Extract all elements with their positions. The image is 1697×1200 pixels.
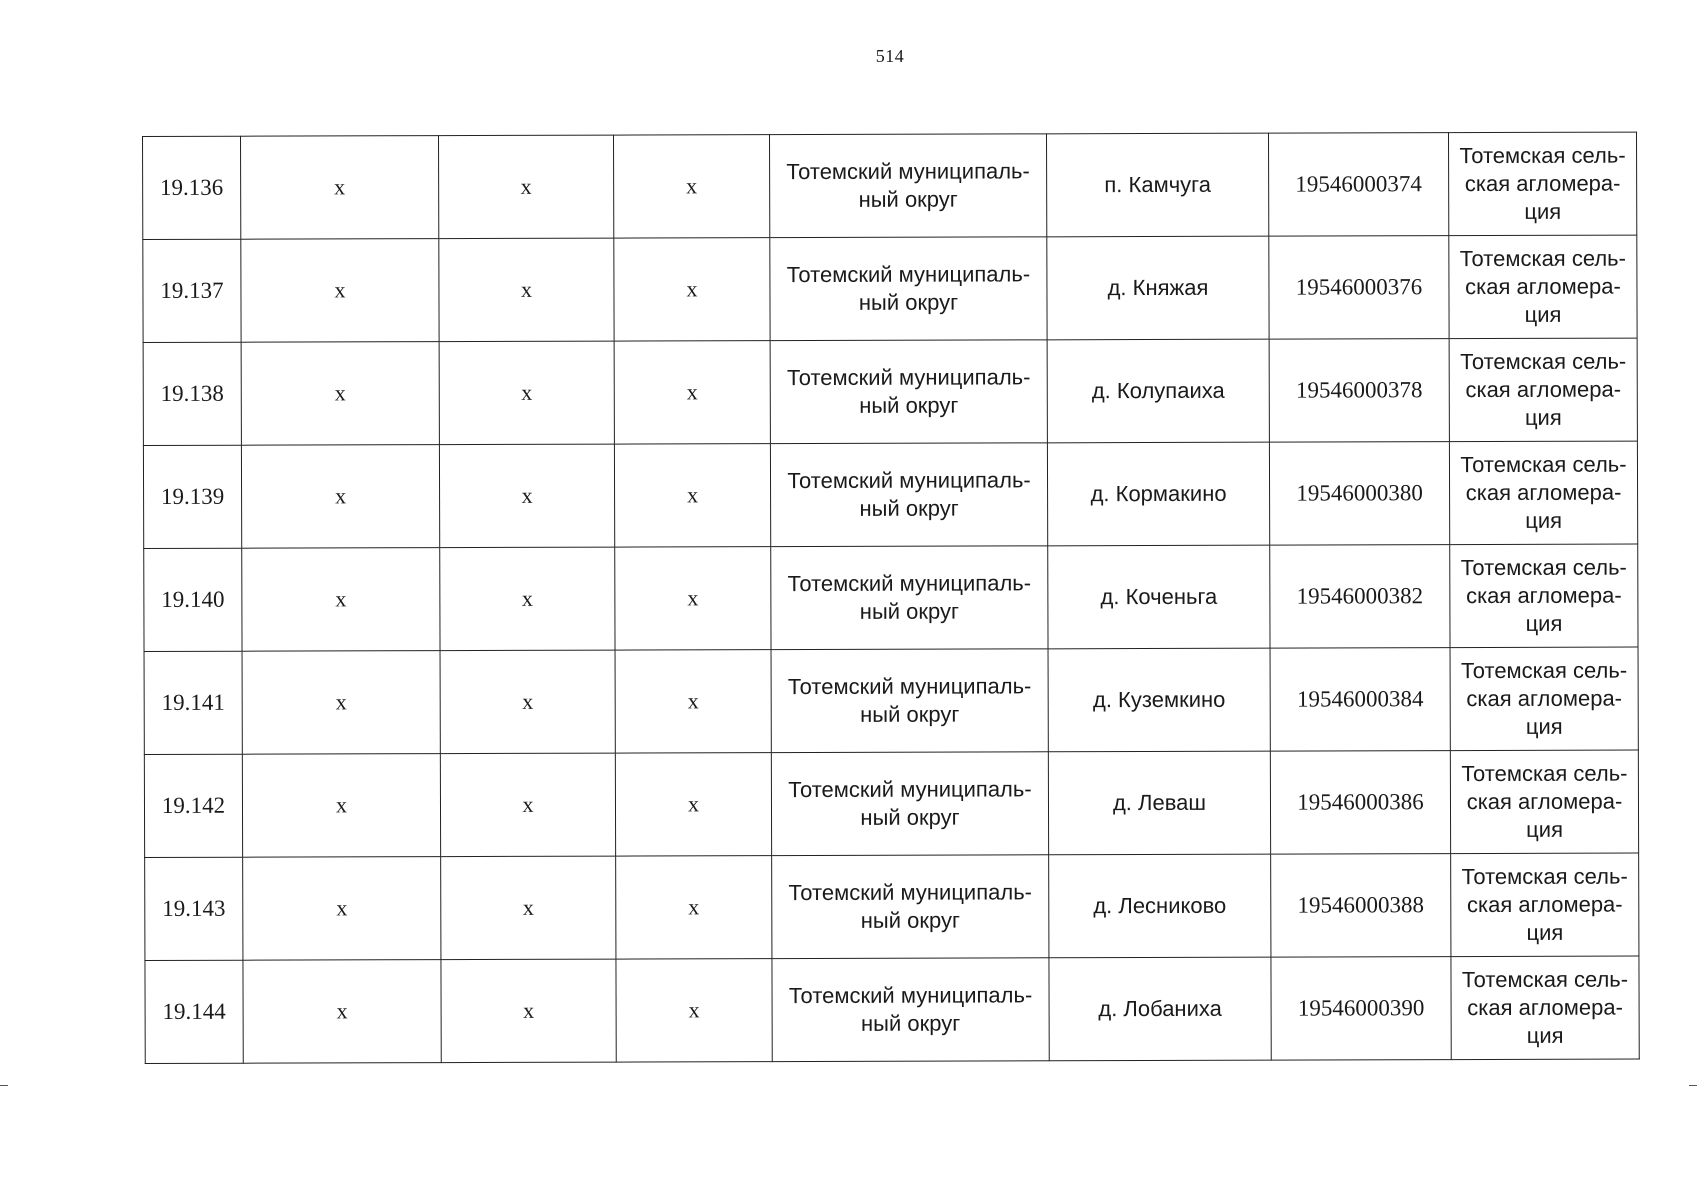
district-cell	[770, 443, 1047, 547]
table-row	[144, 647, 1638, 754]
agglomeration-cell-line: Тотемская сель-	[1461, 760, 1628, 787]
mark-cell: x	[440, 650, 615, 754]
locality-cell: д. Коченьга	[1048, 545, 1270, 649]
agglomeration-cell	[1451, 853, 1639, 957]
mark-cell: x	[242, 754, 440, 858]
mark-cell: x	[439, 341, 614, 445]
district-cell	[771, 546, 1048, 650]
row-number-cell: 19.139	[143, 445, 241, 548]
mark-cell: x	[441, 959, 616, 1063]
row-number-cell: 19.143	[145, 857, 243, 960]
table-row	[143, 235, 1637, 342]
district-cell-line: Тотемский муниципаль-	[786, 261, 1031, 288]
mark-cell: x	[615, 650, 771, 753]
agglomeration-cell-line: Тотемская сель-	[1460, 451, 1627, 478]
district-cell-line: Тотемский муниципаль-	[788, 879, 1033, 906]
mark-cell: x	[616, 959, 772, 1062]
oktmo-code-cell: 19546000386	[1270, 751, 1450, 855]
agglomeration-cell	[1449, 235, 1637, 339]
mark-cell: x	[439, 135, 614, 239]
oktmo-code-cell: 19546000378	[1269, 339, 1449, 443]
mark-cell: x	[439, 238, 614, 342]
agglomeration-cell-line: ция	[1526, 1022, 1564, 1048]
locality-cell: д. Кормакино	[1047, 442, 1269, 546]
agglomeration-cell-line: Тотемская сель-	[1459, 142, 1626, 169]
district-cell-line: Тотемский муниципаль-	[788, 982, 1033, 1009]
mark-cell: x	[241, 136, 439, 240]
agglomeration-cell-line: Тотемская сель-	[1459, 245, 1626, 272]
table-body	[143, 132, 1640, 1063]
district-cell-line: ный округ	[858, 186, 958, 212]
district-cell-line: ный округ	[858, 289, 959, 315]
district-cell-line: Тотемский муниципаль-	[787, 467, 1031, 494]
agglomeration-cell-line: ская агломера-	[1466, 582, 1622, 609]
locality-cell: п. Камчуга	[1046, 133, 1268, 237]
oktmo-code-cell: 19546000382	[1270, 545, 1450, 649]
locality-cell: д. Лесниково	[1049, 854, 1271, 958]
district-cell	[769, 134, 1046, 238]
row-number-cell: 19.140	[144, 548, 242, 651]
agglomeration-cell-line: ция	[1524, 301, 1562, 327]
district-cell-line: Тотемский муниципаль-	[788, 776, 1032, 803]
district-cell-line: Тотемский муниципаль-	[787, 570, 1032, 597]
table-row	[145, 853, 1639, 960]
district-cell-line: ный округ	[860, 907, 960, 933]
mark-cell: x	[243, 960, 441, 1064]
district-cell-line: ный округ	[859, 598, 960, 624]
mark-cell: x	[241, 239, 439, 343]
agglomeration-cell-line: ция	[1525, 713, 1563, 739]
mark-cell: x	[439, 444, 614, 548]
agglomeration-cell-line: ция	[1525, 507, 1563, 533]
district-cell	[772, 958, 1049, 1062]
mark-cell: x	[614, 238, 770, 341]
district-cell-line: ный округ	[860, 1010, 961, 1036]
mark-cell: x	[440, 547, 615, 651]
mark-cell: x	[615, 547, 771, 650]
district-cell	[771, 649, 1048, 753]
mark-cell: x	[440, 753, 615, 857]
mark-cell: x	[613, 135, 769, 238]
mark-cell: x	[614, 341, 770, 444]
agglomeration-cell-line: ция	[1525, 610, 1563, 636]
mark-cell: x	[441, 856, 616, 960]
mark-cell: x	[615, 753, 771, 856]
oktmo-code-cell: 19546000374	[1268, 133, 1448, 237]
district-cell	[772, 855, 1049, 959]
district-cell-line: ный округ	[859, 495, 959, 521]
agglomeration-cell	[1448, 132, 1636, 236]
agglomeration-cell	[1450, 544, 1638, 648]
oktmo-code-cell: 19546000390	[1271, 957, 1451, 1061]
district-cell-line: Тотемский муниципаль-	[786, 364, 1031, 391]
locality-cell: д. Куземкино	[1048, 648, 1270, 752]
agglomeration-cell-line: ская агломера-	[1466, 788, 1623, 815]
agglomeration-cell-line: Тотемская сель-	[1460, 348, 1627, 375]
table-row	[144, 544, 1638, 651]
row-number-cell: 19.138	[143, 342, 241, 445]
settlements-table	[142, 132, 1640, 1064]
page-number: 514	[875, 46, 905, 66]
agglomeration-cell	[1450, 647, 1638, 751]
agglomeration-cell-line: ская агломера-	[1464, 170, 1621, 197]
oktmo-code-cell: 19546000376	[1269, 236, 1449, 340]
agglomeration-cell-line: ская агломера-	[1465, 376, 1622, 403]
district-cell-line: Тотемский муниципаль-	[786, 158, 1030, 185]
agglomeration-cell-line: ция	[1524, 198, 1562, 224]
table-row	[143, 132, 1637, 239]
district-cell-line: Тотемский муниципаль-	[787, 673, 1032, 700]
row-number-cell: 19.137	[143, 239, 241, 342]
row-number-cell: 19.142	[144, 754, 242, 857]
mark-cell: x	[614, 444, 770, 547]
agglomeration-cell-line: Тотемская сель-	[1461, 863, 1628, 890]
table-row	[143, 441, 1637, 548]
mark-cell: x	[242, 548, 440, 652]
agglomeration-cell-line: Тотемская сель-	[1461, 966, 1629, 993]
agglomeration-cell	[1449, 441, 1637, 545]
locality-cell: д. Княжая	[1047, 236, 1269, 340]
agglomeration-cell-line: ция	[1524, 404, 1562, 430]
agglomeration-cell-line: ская агломера-	[1466, 891, 1623, 918]
district-cell-line: ный округ	[859, 392, 959, 418]
mark-cell: x	[242, 651, 440, 755]
agglomeration-cell	[1450, 750, 1638, 854]
mark-cell: x	[243, 857, 441, 961]
agglomeration-cell	[1451, 956, 1639, 1060]
locality-cell: д. Леваш	[1048, 751, 1270, 855]
agglomeration-cell-line: ская агломера-	[1466, 685, 1623, 712]
district-cell	[770, 340, 1047, 444]
row-number-cell: 19.136	[143, 136, 241, 239]
district-cell	[771, 752, 1048, 856]
agglomeration-cell-line: ция	[1526, 919, 1564, 945]
agglomeration-cell	[1449, 338, 1637, 442]
mark-cell: x	[241, 342, 439, 446]
district-cell	[770, 237, 1047, 341]
locality-cell: д. Колупаиха	[1047, 339, 1269, 443]
edge-mark-left	[0, 1085, 8, 1086]
row-number-cell: 19.144	[145, 960, 243, 1063]
edge-mark-right	[1689, 1085, 1697, 1086]
district-cell-line: ный округ	[860, 701, 960, 727]
agglomeration-cell-line: Тотемская сель-	[1460, 657, 1628, 684]
table-row	[143, 338, 1637, 445]
oktmo-code-cell: 19546000380	[1269, 442, 1449, 546]
district-cell-line: ный округ	[860, 804, 960, 830]
row-number-cell: 19.141	[144, 651, 242, 754]
agglomeration-cell-line: ская агломера-	[1465, 273, 1621, 300]
agglomeration-cell-line: Тотемская сель-	[1460, 554, 1627, 581]
agglomeration-cell-line: ская агломера-	[1465, 479, 1622, 506]
oktmo-code-cell: 19546000384	[1270, 648, 1450, 752]
agglomeration-cell-line: ская агломера-	[1467, 994, 1623, 1021]
mark-cell: x	[616, 856, 772, 959]
oktmo-code-cell: 19546000388	[1271, 854, 1451, 958]
agglomeration-cell-line: ция	[1526, 816, 1564, 842]
locality-cell: д. Лобаниха	[1049, 957, 1271, 1061]
table-row	[144, 750, 1638, 857]
table-row	[145, 956, 1639, 1063]
mark-cell: x	[241, 445, 439, 549]
